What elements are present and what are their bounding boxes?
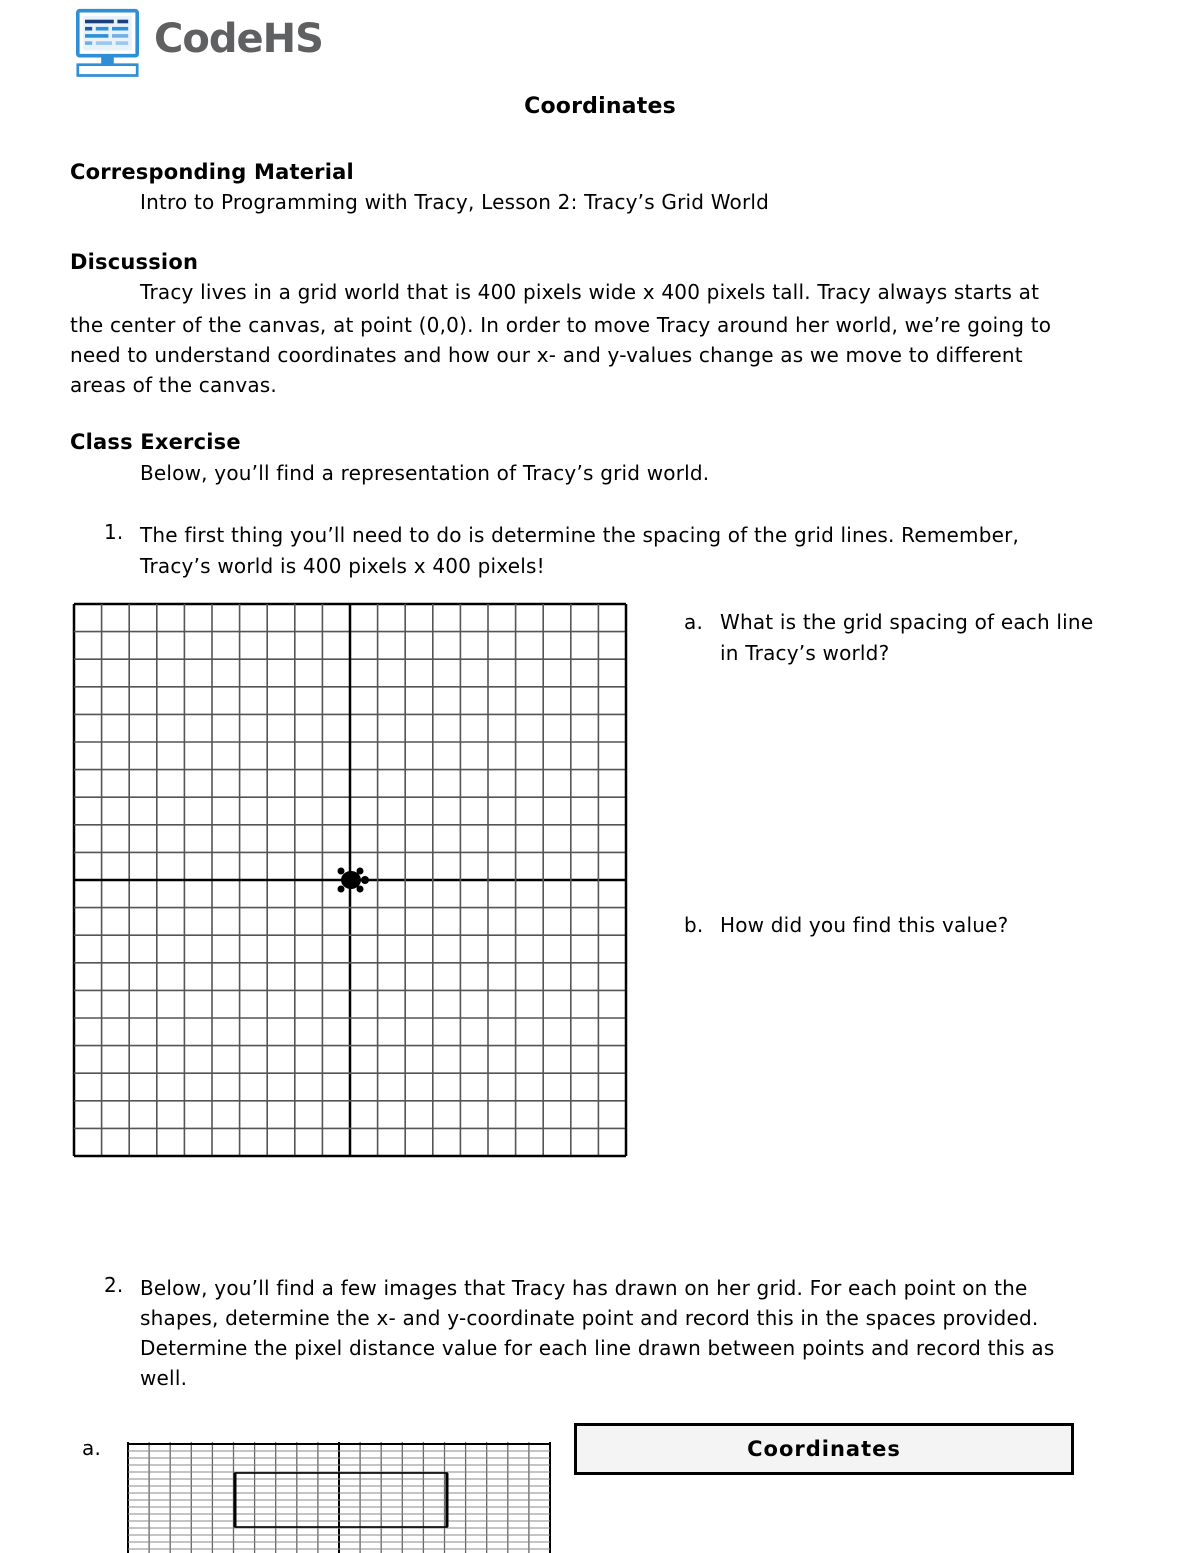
q2-line: shapes, determine the x- and y-coordinate point and record this in the spaces provided. — [140, 1306, 1039, 1330]
q2a-label: a. — [82, 1436, 102, 1460]
discussion-line: Tracy lives in a grid world that is 400 pixels wide x 400 pixels tall. Tracy always starts at — [140, 280, 1040, 304]
codehs-logo-icon — [76, 5, 148, 83]
q1-number: 1. — [104, 520, 124, 544]
discussion-heading: Discussion — [70, 250, 199, 274]
discussion-line: need to understand coordinates and how our x- and y-values change as we move to different — [70, 343, 1023, 367]
q2-line: well. — [140, 1366, 188, 1390]
tracy-turtle-icon — [338, 868, 370, 893]
corresponding-heading: Corresponding Material — [70, 160, 354, 184]
q1a-line: What is the grid spacing of each line — [720, 610, 1094, 634]
q1a-line: in Tracy’s world? — [720, 641, 890, 665]
q2-line: Below, you’ll find a few images that Tracy has drawn on her grid. For each point on the — [140, 1276, 1028, 1300]
q2-line: Determine the pixel distance value for each line drawn between points and record this as — [140, 1336, 1055, 1360]
q2a-shape-grid — [126, 1442, 554, 1553]
q1-line: The first thing you’ll need to do is determine the spacing of the grid lines. Remember, — [140, 523, 1020, 547]
page-title: Coordinates — [524, 94, 676, 119]
q2-number: 2. — [104, 1273, 124, 1297]
q1a-label: a. — [684, 610, 704, 634]
q1b-text: How did you find this value? — [720, 913, 1009, 937]
q1b-label: b. — [684, 913, 704, 937]
corresponding-text: Intro to Programming with Tracy, Lesson 2: Tracy’s Grid World — [140, 190, 770, 214]
discussion-line: areas of the canvas. — [70, 373, 277, 397]
logo-text: CodeHS — [154, 16, 323, 62]
q1-line: Tracy’s world is 400 pixels x 400 pixels! — [140, 554, 545, 578]
exercise-heading: Class Exercise — [70, 430, 241, 454]
discussion-line: the center of the canvas, at point (0,0). In order to move Tracy around her world, we’re going to — [70, 313, 1052, 337]
coordinates-box: Coordinates — [574, 1423, 1074, 1475]
exercise-intro: Below, you’ll find a representation of Tracy’s grid world. — [140, 461, 710, 485]
tracy-grid-world — [72, 602, 630, 1160]
